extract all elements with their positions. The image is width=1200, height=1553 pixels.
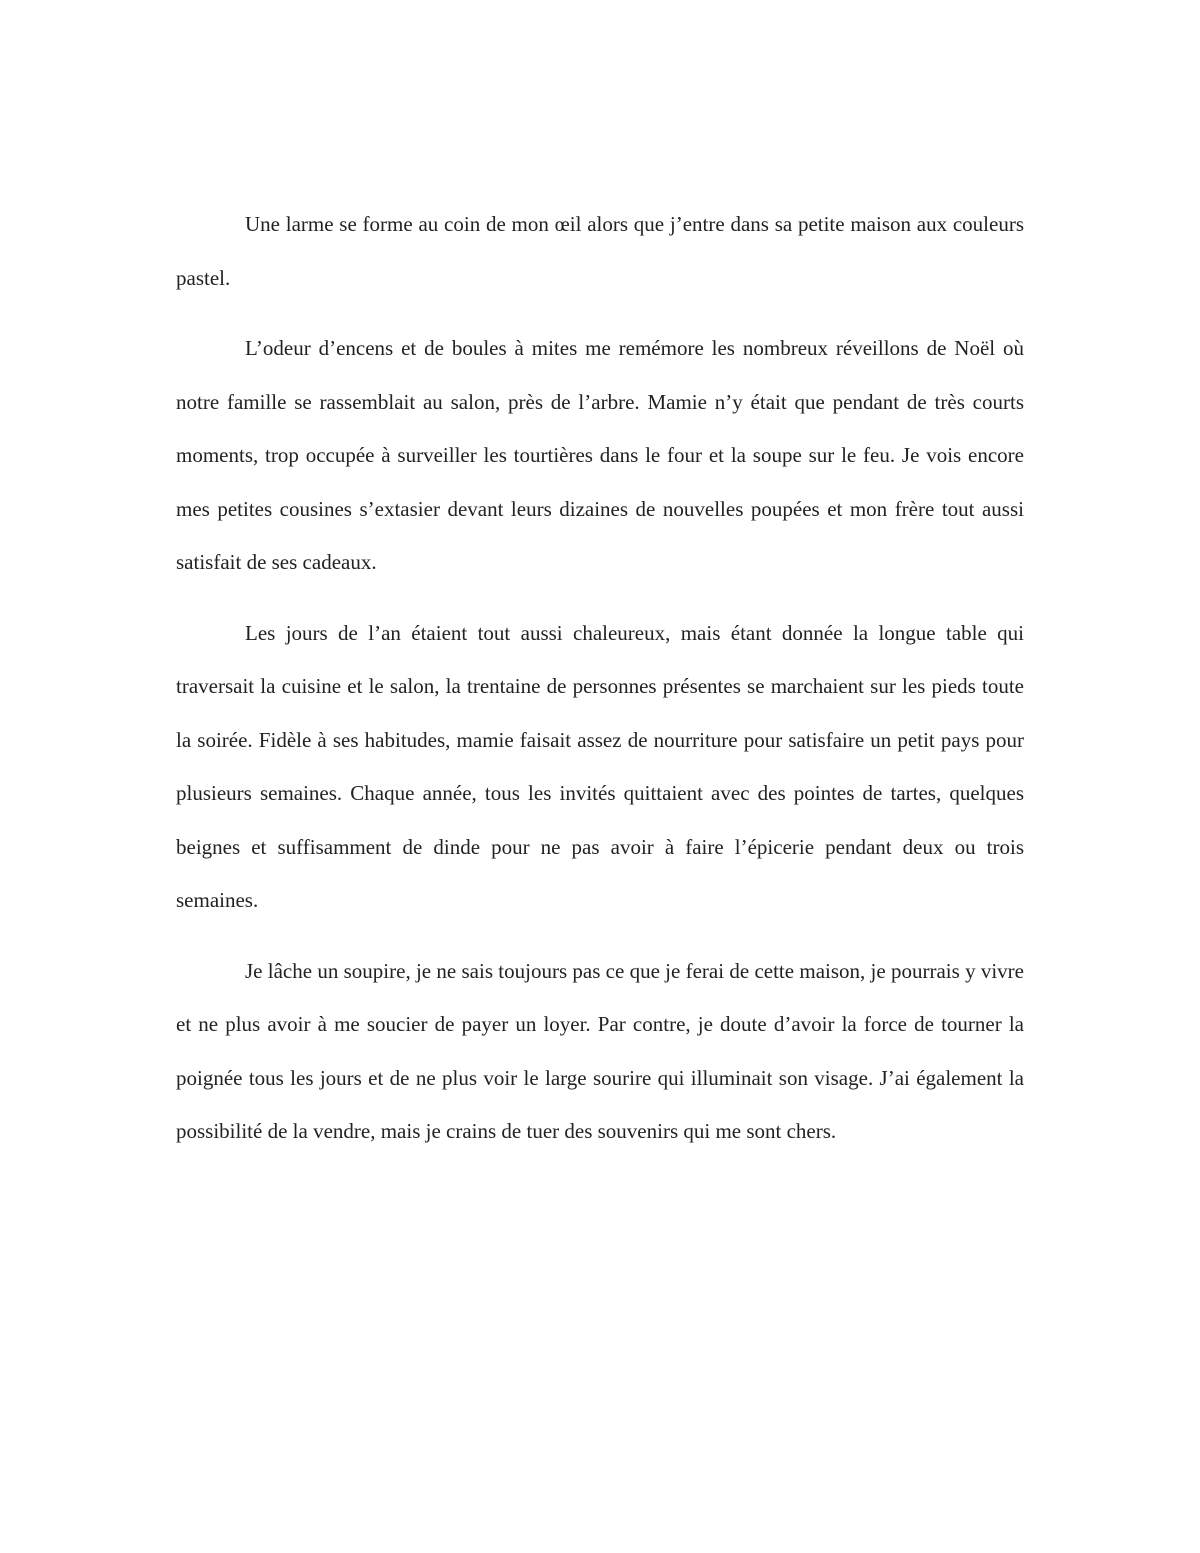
paragraph-1: Une larme se forme au coin de mon œil alors que j’entre dans sa petite maison aux couleurs pastel. (176, 212, 1024, 290)
body-text (176, 198, 1024, 1176)
paragraph-4: Je lâche un soupire, je ne sais toujours pas ce que je ferai de cette maison, je pourrais y vivre et ne plus avoir à me soucier de payer un loyer. Par contre, je doute d’avoir la force de tourner la poignée tous les jours et de ne plus voir le large sourire qui illuminait son visage. J’ai également la possibilité de la vendre, mais je crains de tuer des souvenirs qui me sont chers. (176, 958, 1024, 1143)
paragraph-2: L’odeur d’encens et de boules à mites me remémore les nombreux réveillons de Noël où notre famille se rassemblait au salon, près de l’arbre. Mamie n’y était que pendant de très courts moments, trop occupée à surveiller les tourtières dans le four et la soupe sur le feu. Je vois encore mes petites cousines s’extasier devant leurs dizaines de nouvelles poupées et mon frère tout aussi satisfait de ses cadeaux. (176, 336, 1024, 574)
paragraph-3: Les jours de l’an étaient tout aussi chaleureux, mais étant donnée la longue table qui traversait la cuisine et le salon, la trentaine de personnes présentes se marchaient sur les pieds toute la soirée. Fidèle à ses habitudes, mamie faisait assez de nourriture pour satisfaire un petit pays pour plusieurs semaines. Chaque année, tous les invités quittaient avec des pointes de tartes, quelques beignes et suffisamment de dinde pour ne pas avoir à faire l’épicerie pendant deux ou trois semaines. (176, 620, 1024, 912)
